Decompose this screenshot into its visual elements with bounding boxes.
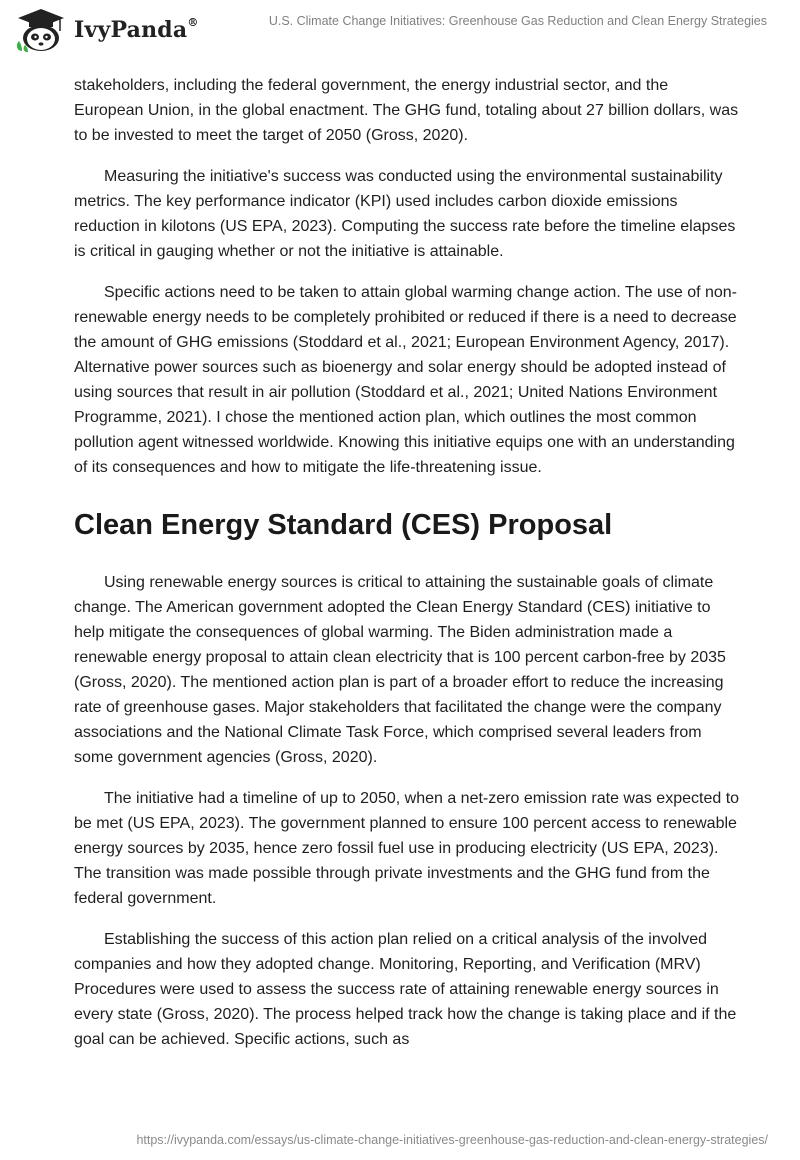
panda-graduate-icon	[14, 7, 68, 53]
page-header	[0, 0, 800, 60]
paragraph-3: Specific actions need to be taken to attain global warming change action. The use of non-renewable energy needs to be completely prohibited or reduced if there is a need to decrease the amount of GHG emissions (Stoddard et al., 2021; European Environment Agency, 2017). Alternative power sources such as bioenergy and solar energy should be adopted instead of using sources that result in air pollution (Stoddard et al., 2021; United Nations Environment Programme, 2021). I chose the mentioned action plan, which outlines the most common pollution agent witnessed worldwide. Knowing this initiative equips one with an understanding of its consequences and how to mitigate the life-threatening issue.	[74, 284, 737, 476]
logo-text: IvyPanda®	[74, 15, 199, 43]
source-url[interactable]: https://ivypanda.com/essays/us-climate-change-initiatives-greenhouse-gas-reduction-and-clean-energy-strategies/	[136, 1133, 768, 1147]
paragraph-4: Using renewable energy sources is critical to attaining the sustainable goals of climate change. The American government adopted the Clean Energy Standard (CES) initiative to help mitigate the consequences of global warming. The Biden administration made a renewable energy proposal to attain clean electricity that is 100 percent carbon-free by 2035 (Gross, 2020). The mentioned action plan is part of a broader effort to reduce the increasing rate of greenhouse gases. Major stakeholders that facilitated the change were the company associations and the National Climate Task Force, which comprised several leaders from some government agencies (Gross, 2020).	[74, 574, 726, 766]
paragraph-6: Establishing the success of this action plan relied on a critical analysis of the involved companies and how they adopted change. Monitoring, Reporting, and Verification (MRV) Procedures were used to assess the success rate of attaining renewable energy sources in every state (Gross, 2020). The process helped track how the change is taking place and if the goal can be achieved. Specific actions, such as	[74, 931, 737, 1048]
paragraph-5: The initiative had a timeline of up to 2050, when a net-zero emission rate was expected to be met (US EPA, 2023). The government planned to ensure 100 percent access to renewable energy sources by 2035, hence zero fossil fuel use in producing electricity (US EPA, 2023). The transition was made possible through private investments and the GHG fund from the federal government.	[74, 790, 740, 907]
section-heading: Clean Energy Standard (CES) Proposal	[74, 509, 613, 541]
essay-content	[74, 73, 740, 1068]
paragraph-1: stakeholders, including the federal government, the energy industrial sector, and the European Union, in the global enactment. The GHG fund, totaling about 27 billion dollars, was to be invested to meet the target of 2050 (Gross, 2020).	[74, 77, 739, 144]
paragraph-2: Measuring the initiative's success was conducted using the environmental sustainability metrics. The key performance indicator (KPI) used includes carbon dioxide emissions reduction in kilotons (US EPA, 2023). Computing the success rate before the timeline elapses is critical in gauging whether or not the initiative is attainable.	[74, 168, 736, 260]
document-title: U.S. Climate Change Initiatives: Greenhouse Gas Reduction and Clean Energy Strategies	[268, 14, 767, 28]
ivypanda-logo[interactable]	[14, 7, 199, 53]
